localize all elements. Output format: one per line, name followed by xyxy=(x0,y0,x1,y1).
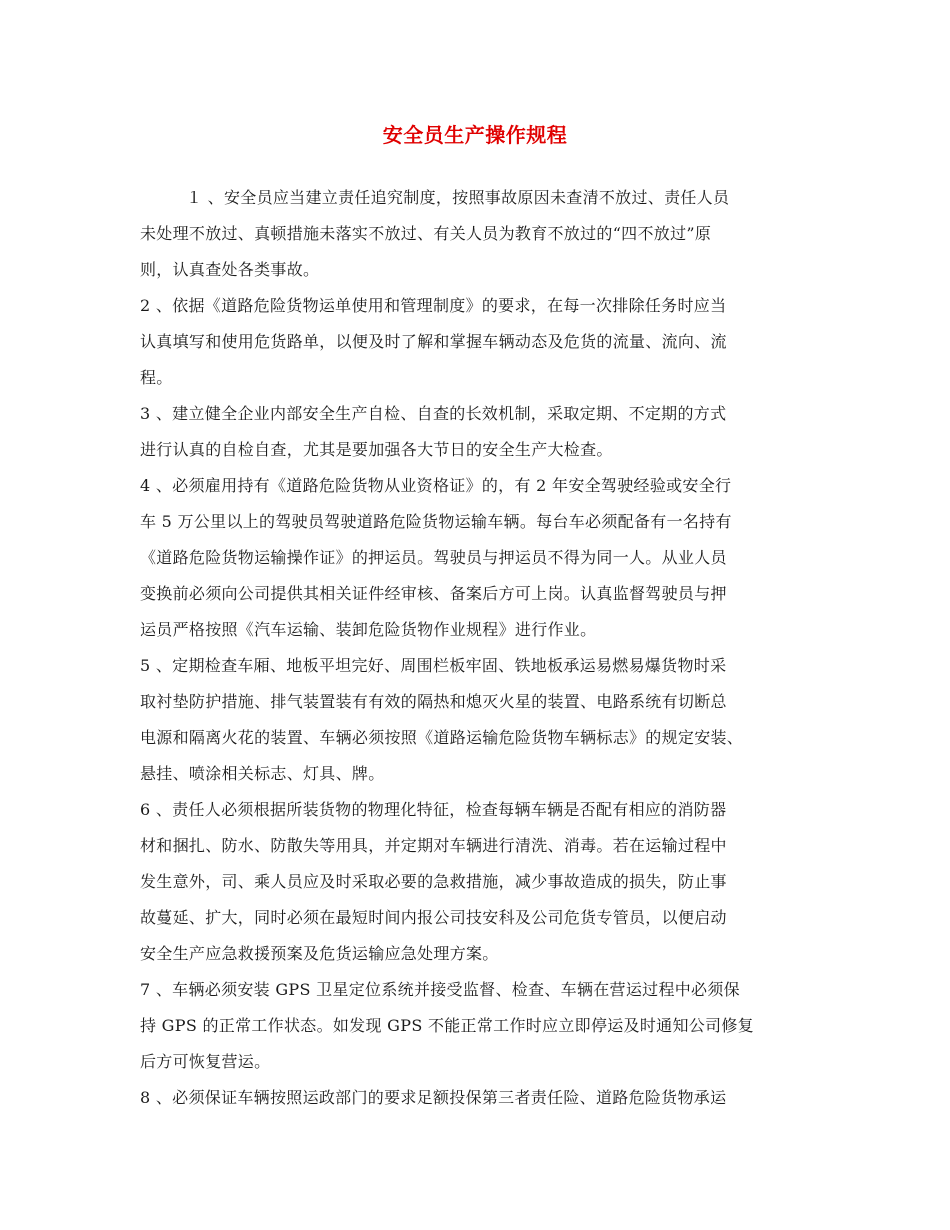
text-line: 悬挂、喷涂相关标志、灯具、牌。 xyxy=(140,764,385,783)
text-line: 则，认真查处各类事故。 xyxy=(140,260,320,279)
text-line: 6 、责任人必须根据所装货物的物理化特征，检查每辆车辆是否配有相应的消防器 xyxy=(140,800,727,819)
text-line: 持 GPS 的正常工作状态。如发现 GPS 不能正常工作时应立即停运及时通知公司修复 xyxy=(140,1016,754,1035)
text-line: 取衬垫防护措施、排气装置装有有效的隔热和熄灭火星的装置、电路系统有切断总 xyxy=(140,692,727,711)
text-line: 8 、必须保证车辆按照运政部门的要求足额投保第三者责任险、道路危险货物承运 xyxy=(140,1088,727,1107)
text-line: 电源和隔离火花的装置、车辆必须按照《道路运输危险货物车辆标志》的规定安装、 xyxy=(140,728,744,747)
text-line: 故蔓延、扩大，同时必须在最短时间内报公司技安科及公司危货专管员，以便启动 xyxy=(140,908,727,927)
text-line: 3 、建立健全企业内部安全生产自检、自查的长效机制，采取定期、不定期的方式 xyxy=(140,404,727,423)
text-line: 后方可恢复营运。 xyxy=(140,1052,271,1071)
text-line: １ 、安全员应当建立责任追究制度，按照事故原因未查清不放过、责任人员 xyxy=(186,188,730,207)
text-line: 运员严格按照《汽车运输、装卸危险货物作业规程》进行作业。 xyxy=(140,620,597,639)
text-line: 未处理不放过、真顿措施未落实不放过、有关人员为教育不放过的“四不放过”原 xyxy=(140,224,712,243)
text-line: 4 、必须雇用持有《道路危险货物从业资格证》的，有 2 年安全驾驶经验或安全行 xyxy=(140,476,732,495)
text-line: 发生意外，司、乘人员应及时采取必要的急救措施，减少事故造成的损失，防止事 xyxy=(140,872,727,891)
text-line: 2 、依据《道路危险货物运单使用和管理制度》的要求，在每一次排除任务时应当 xyxy=(140,296,727,315)
text-line: 《道路危险货物运输操作证》的押运员。驾驶员与押运员不得为同一人。从业人员 xyxy=(140,548,727,567)
text-line: 车 5 万公里以上的驾驶员驾驶道路危险货物运输车辆。每台车必须配备有一名持有 xyxy=(140,512,732,531)
text-line: 安全生产应急救援预案及危货运输应急处理方案。 xyxy=(140,944,499,963)
document-body xyxy=(140,180,830,1116)
text-line: 进行认真的自检自查，尤其是要加强各大节日的安全生产大检查。 xyxy=(140,440,613,459)
text-line: 程。 xyxy=(140,368,173,387)
text-line: 5 、定期检查车厢、地板平坦完好、周围栏板牢固、铁地板承运易燃易爆货物时采 xyxy=(140,656,727,675)
text-line: 变换前必须向公司提供其相关证件经审核、备案后方可上岗。认真监督驾驶员与押 xyxy=(140,584,727,603)
text-line: 认真填写和使用危货路单，以便及时了解和掌握车辆动态及危货的流量、流向、流 xyxy=(140,332,727,351)
text-line: 7 、车辆必须安装 GPS 卫星定位系统并接受监督、检查、车辆在营运过程中必须保 xyxy=(140,980,740,999)
text-line: 材和捆扎、防水、防散失等用具，并定期对车辆进行清洗、消毒。若在运输过程中 xyxy=(140,836,727,855)
document-title: 安全员生产操作规程 xyxy=(382,123,568,147)
